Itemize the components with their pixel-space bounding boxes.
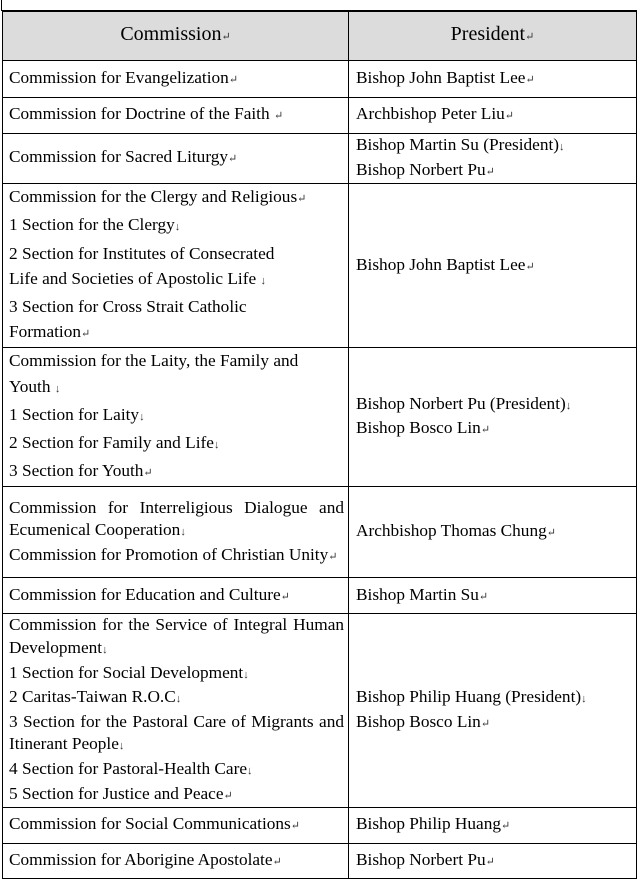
commission-table	[2, 11, 637, 879]
president-cell: Archbishop Thomas Chung↵	[349, 487, 637, 578]
president-cell: Bishop Martin Su↵	[349, 578, 637, 614]
table-row	[3, 184, 637, 348]
commission-cell: Commission for Doctrine of the Faith ↵	[3, 98, 349, 134]
header-president: President↵	[349, 12, 637, 61]
president-cell: Archbishop Peter Liu↵	[349, 98, 637, 134]
president-cell: Bishop John Baptist Lee↵	[349, 184, 637, 348]
table-row	[3, 808, 637, 844]
commission-cell: Commission for Aborigine Apostolate↵	[3, 844, 349, 879]
table-row	[3, 348, 637, 487]
commission-cell: Commission for the Service of Integral Human Development↓ 1 Section for Social Development↓ 2 Caritas-Taiwan R.O.C↓ 3 Section for the Pastoral Care of Migrants and Itinerant People↓ 4 Section for Pastoral-Health Care↓ 5 Section for Justice and Peace↵	[3, 614, 349, 808]
president-cell: Bishop Philip Huang (President)↓ Bishop Bosco Lin↵	[349, 614, 637, 808]
president-cell: Bishop Norbert Pu (President)↓ Bishop Bosco Lin↵	[349, 348, 637, 487]
commission-cell: Commission for Interreligious Dialogue and Ecumenical Cooperation↓ Commission for Promotion of Christian Unity↵	[3, 487, 349, 578]
table-row	[3, 614, 637, 808]
table-row	[3, 487, 637, 578]
president-cell: Bishop Philip Huang↵	[349, 808, 637, 844]
commission-cell: Commission for the Clergy and Religious↵ 1 Section for the Clergy↓ 2 Section for Institutes of Consecrated Life and Societies of Apostolic Life ↓ 3 Section for Cross Strait Catholic Formation↵	[3, 184, 349, 348]
top-border	[0, 0, 641, 11]
president-cell: Bishop Norbert Pu↵	[349, 844, 637, 879]
president-cell: Bishop John Baptist Lee↵	[349, 61, 637, 98]
table-row	[3, 134, 637, 184]
commission-cell: Commission for Social Communications↵	[3, 808, 349, 844]
header-commission: Commission↵	[3, 12, 349, 61]
commission-cell: Commission for Sacred Liturgy↵	[3, 134, 349, 184]
commission-cell: Commission for the Laity, the Family and Youth ↓ 1 Section for Laity↓ 2 Section for Family and Life↓ 3 Section for Youth↵	[3, 348, 349, 487]
table-row	[3, 578, 637, 614]
commission-cell: Commission for Education and Culture↵	[3, 578, 349, 614]
table-row	[3, 61, 637, 98]
commission-cell: Commission for Evangelization↵	[3, 61, 349, 98]
table-row	[3, 844, 637, 879]
table-row	[3, 98, 637, 134]
header-row	[3, 12, 637, 61]
president-cell: Bishop Martin Su (President)↓ Bishop Norbert Pu↵	[349, 134, 637, 184]
